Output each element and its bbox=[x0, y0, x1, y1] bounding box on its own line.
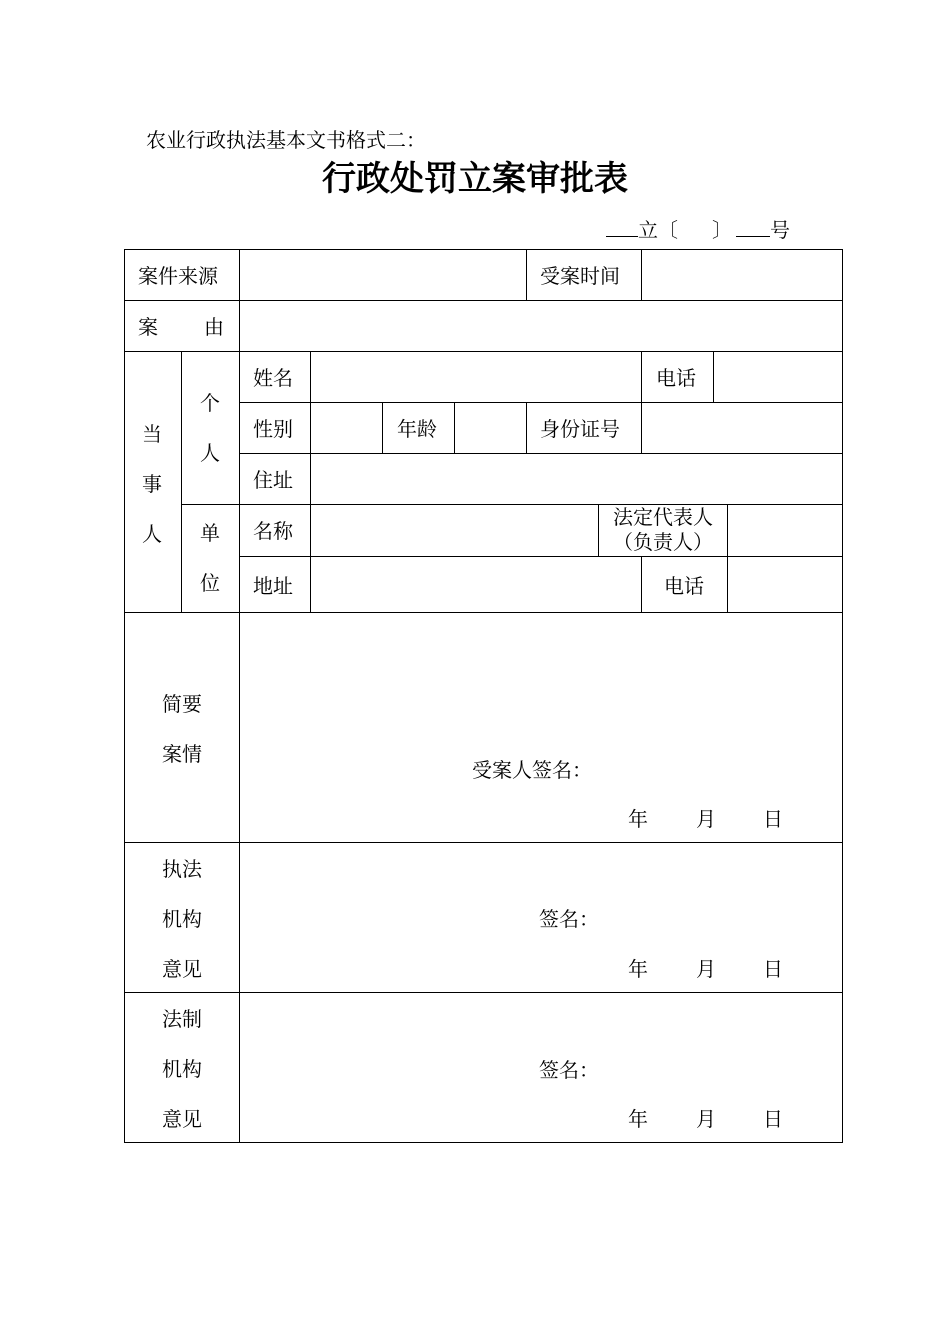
party-char-3: 人 bbox=[142, 522, 162, 546]
legal-label bbox=[125, 994, 239, 1144]
unit-label bbox=[182, 508, 238, 608]
party-char-1: 当 bbox=[142, 422, 162, 446]
enforcement-sign-label: 签名： bbox=[539, 907, 599, 931]
individual-char-1: 个 bbox=[200, 391, 220, 415]
legal-rep-line-1: 法定代表人 bbox=[613, 505, 713, 529]
unit-name-field[interactable] bbox=[312, 506, 597, 555]
id-number-label: 身份证号 bbox=[540, 417, 620, 441]
enforcement-month: 月 bbox=[696, 957, 716, 981]
legal-day: 日 bbox=[763, 1107, 783, 1131]
id-number-field[interactable] bbox=[643, 404, 841, 452]
age-label: 年龄 bbox=[397, 417, 437, 441]
enforcement-day: 日 bbox=[763, 957, 783, 981]
legal-rep-line-2: （负责人） bbox=[613, 530, 713, 554]
legal-line-1: 法制 bbox=[162, 1007, 202, 1031]
brief-label bbox=[125, 679, 239, 779]
brief-month: 月 bbox=[696, 807, 716, 831]
phone-field[interactable] bbox=[715, 353, 841, 401]
party-label bbox=[124, 409, 180, 559]
phone-label: 电话 bbox=[656, 366, 696, 390]
accepter-sign-label: 受案人签名： bbox=[472, 758, 592, 782]
legal-field[interactable] bbox=[241, 994, 841, 1044]
document-format-label: 农业行政执法基本文书格式二： bbox=[146, 128, 426, 152]
unit-address-field[interactable] bbox=[312, 558, 640, 611]
enforcement-line-3: 意见 bbox=[162, 957, 202, 981]
brief-line-1: 简要 bbox=[162, 692, 202, 716]
individual-char-2: 人 bbox=[200, 441, 220, 465]
brief-line-2: 案情 bbox=[162, 742, 202, 766]
legal-month: 月 bbox=[696, 1107, 716, 1131]
brief-day: 日 bbox=[763, 807, 783, 831]
document-number bbox=[606, 214, 790, 244]
doc-bracket-close: 〕 bbox=[712, 218, 732, 242]
case-source-field[interactable] bbox=[241, 251, 525, 299]
address-label: 住址 bbox=[253, 468, 293, 492]
enforcement-year: 年 bbox=[628, 957, 648, 981]
enforcement-line-1: 执法 bbox=[162, 857, 202, 881]
legal-rep-field[interactable] bbox=[729, 506, 841, 555]
enforcement-line-2: 机构 bbox=[162, 907, 202, 931]
name-field[interactable] bbox=[312, 353, 640, 401]
accept-time-field[interactable] bbox=[643, 251, 841, 299]
gender-label: 性别 bbox=[253, 417, 293, 441]
legal-line-2: 机构 bbox=[162, 1057, 202, 1081]
case-cause-field[interactable] bbox=[241, 302, 841, 350]
page-title: 行政处罚立案审批表 bbox=[322, 159, 628, 199]
accept-time-label: 受案时间 bbox=[540, 264, 620, 288]
doc-prefix-blank[interactable] bbox=[606, 214, 638, 237]
legal-sign-label: 签名： bbox=[539, 1058, 599, 1082]
unit-address-label: 地址 bbox=[253, 574, 293, 598]
party-char-2: 事 bbox=[142, 472, 162, 496]
unit-char-1: 单 bbox=[200, 521, 220, 545]
legal-year: 年 bbox=[628, 1107, 648, 1131]
doc-bracket-open: 〔 bbox=[658, 218, 678, 242]
doc-li: 立 bbox=[638, 218, 658, 242]
unit-char-2: 位 bbox=[200, 571, 220, 595]
doc-hao: 号 bbox=[770, 218, 790, 242]
legal-rep-label bbox=[599, 505, 727, 555]
individual-label bbox=[182, 378, 238, 478]
brief-year: 年 bbox=[628, 807, 648, 831]
enforcement-label bbox=[125, 844, 239, 994]
age-field[interactable] bbox=[456, 404, 525, 452]
enforcement-field[interactable] bbox=[241, 844, 841, 894]
brief-field[interactable] bbox=[241, 614, 841, 754]
unit-name-label: 名称 bbox=[253, 519, 293, 543]
case-source-label: 案件来源 bbox=[138, 264, 218, 288]
name-label: 姓名 bbox=[253, 366, 293, 390]
case-cause-label-2: 由 bbox=[204, 315, 224, 339]
address-field[interactable] bbox=[312, 455, 841, 503]
legal-line-3: 意见 bbox=[162, 1107, 202, 1131]
case-cause-label-1: 案 bbox=[138, 315, 158, 339]
unit-phone-field[interactable] bbox=[729, 558, 841, 611]
gender-field[interactable] bbox=[312, 404, 381, 452]
unit-phone-label: 电话 bbox=[664, 574, 704, 598]
doc-serial-blank[interactable] bbox=[736, 214, 770, 237]
